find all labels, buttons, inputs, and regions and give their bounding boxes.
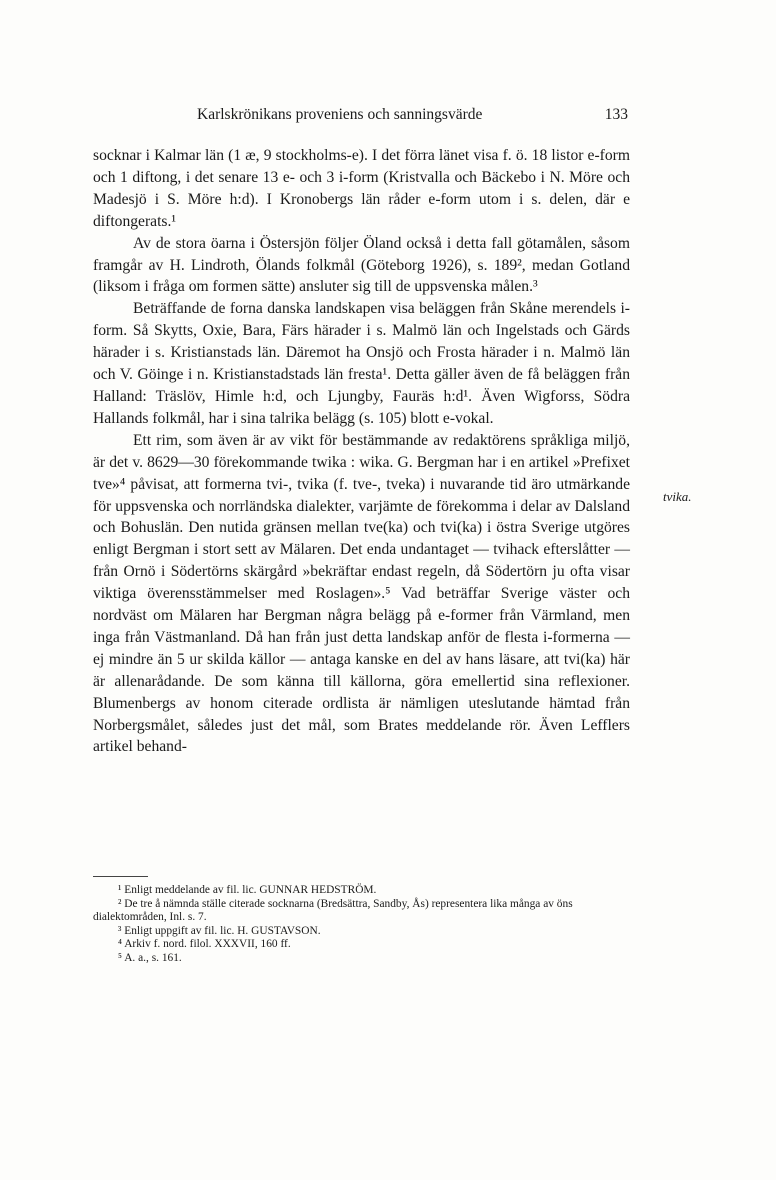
footnote-1: ¹ Enligt meddelande av fil. lic. GUNNAR HEDSTRÖM. (118, 884, 377, 896)
running-title: Karlskrönikans proveniens och sanningsvärde (197, 106, 483, 123)
body-text (93, 145, 630, 758)
paragraph-1: socknar i Kalmar län (1 æ, 9 stockholms-e). I det förra länet visa f. ö. 18 listor e-form och 1 diftong, i det senare 13 e- och 3 i-form (Kristvalla och Bäckebo i N. Möre och Madesjö i S. Möre h:d). I Kronobergs län råder e-form utom i s. delen, där e diftongerats.¹ (93, 147, 630, 230)
footnote-2: ² De tre å nämnda ställe citerade socknarna (Bredsättra, Sandby, Ås) representera lika många av öns dialektområden, Inl. s. 7. (93, 897, 573, 924)
paragraph-3: Beträffande de forna danska landskapen visa beläggen från Skåne merendels i-form. Så Skytts, Oxie, Bara, Färs härader i s. Malmö län och Ingelstads och Gärds härader i s. Kristianstads län. Däremot ha Onsjö och Frosta härader i n. Malmö län och V. Göinge i n. Kristianstadstads län fresta¹. Detta gäller även de få beläggen från Halland: Träslöv, Himle h:d, och Ljungby, Fauräs h:d¹. Även Wigforss, Södra Hallands folkmål, har i sina talrika belägg (s. 105) blott e-vokal. (93, 300, 630, 427)
footnote-4: ⁴ Arkiv f. nord. filol. XXXVII, 160 ff. (118, 938, 291, 951)
paragraph-2: Av de stora öarna i Östersjön följer Öland också i detta fall götamålen, såsom framgår av H. Lindroth, Ölands folkmål (Göteborg 1926), s. 189², medan Gotland (liksom i fråga om formen sätte) ansluter sig till de uppsvenska målen.³ (93, 234, 630, 296)
footnote-5: ⁵ A. a., s. 161. (118, 951, 182, 964)
margin-note: tvika. (663, 489, 692, 504)
footnote-divider (93, 876, 148, 877)
page-number: 133 (604, 106, 628, 123)
footnotes (93, 884, 630, 966)
paragraph-4: Ett rim, som även är av vikt för bestämmande av redaktörens språkliga miljö, är det v. 8629—30 förekommande twika : wika. G. Bergman har i en artikel »Prefixet tve»⁴ påvisat, att formerna tvi-, tvika (f. tve-, tveka) i nuvarande tid äro utmärkande för uppsvenska och norrländska dialekter, varjämte de förekomma i delar av Dalsland och Bohuslän. Den nutida gränsen mellan tve(ka) och tvi(ka) i östra Sverige utgöres enligt Bergman i stort sett av Mälaren. Det enda undantaget — tvihack efterslåtter — från Ornö i Södertörns skärgård »bekräftar endast regeln, då Södertörn ju ofta visar viktiga överensstämmelser med Roslagen».⁵ Vad beträffar Sverige väster och nordväst om Mälaren har Bergman några belägg på e-former från Värmland, men inga från Västmanland. Då han från just detta landskap anför de flesta i-formerna — ej mindre än 5 ur skilda källor — antaga kanske en del av hans läsare, att tvi(ka) här är allenarådande. De som känna till källorna, göra emellertid sina reflexioner. Blumenbergs av honom citerade ordlista är nämligen uteslutande hämtad från Norbergsmålet, således just det mål, som Brates meddelande rör. Även Lefflers artikel behand- (93, 431, 630, 756)
footnote-3: ³ Enligt uppgift av fil. lic. H. GUSTAVSON. (118, 924, 321, 937)
